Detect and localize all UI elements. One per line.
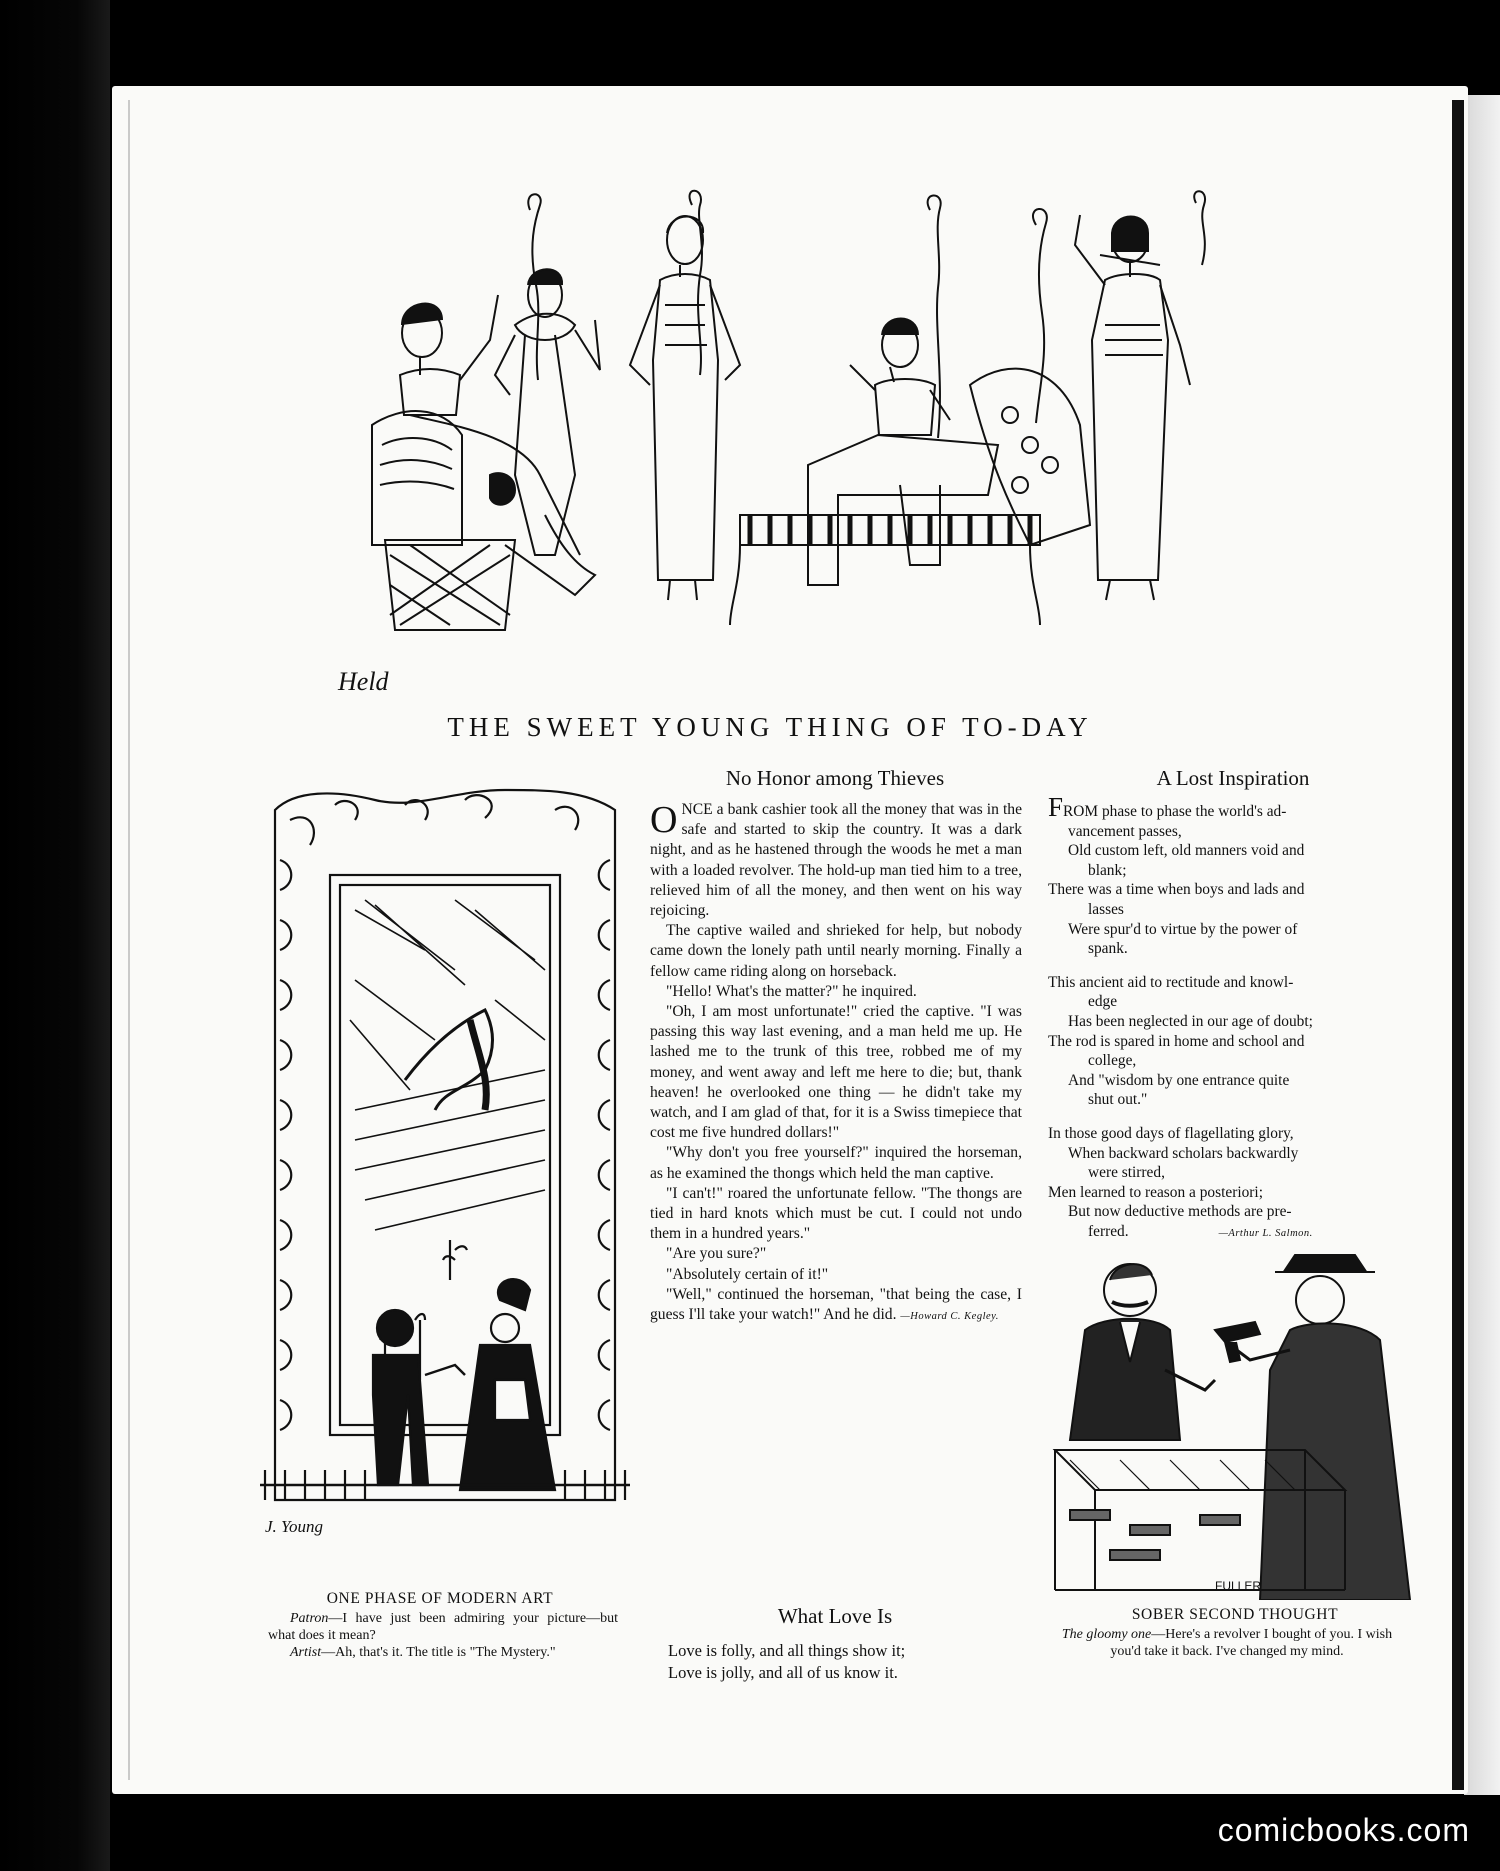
stanza-1 bbox=[1048, 792, 1428, 959]
modern-art-cartoon bbox=[255, 780, 635, 1540]
story-body bbox=[650, 800, 1022, 1327]
poem-byline: —Arthur L. Salmon. bbox=[1218, 1227, 1313, 1239]
story-p5: "Why don't you free yourself?" inquired the horseman, as he examined the thongs which held the man captive. bbox=[650, 1144, 1022, 1182]
story-byline: —Howard C. Kegley. bbox=[900, 1311, 999, 1323]
poem-s1l6: lasses bbox=[1088, 900, 1124, 918]
binding-shadow bbox=[0, 0, 110, 1871]
gloomy-speaker: The gloomy one bbox=[1061, 1627, 1152, 1642]
love-line-2: Love is jolly, and all of us know it. bbox=[668, 1663, 898, 1682]
story-title: No Honor among Thieves bbox=[725, 766, 945, 790]
patron-speaker: Patron bbox=[290, 1611, 329, 1626]
poem-s2l2: edge bbox=[1088, 993, 1118, 1011]
watermark: comicbooks.com bbox=[1217, 1812, 1470, 1848]
young-signature: J. Young bbox=[265, 1517, 323, 1536]
poem-s1l3: Old custom left, old manners void and bbox=[1068, 842, 1305, 860]
artist-speaker: Artist bbox=[290, 1645, 322, 1660]
poem-s1l8: spank. bbox=[1088, 940, 1128, 958]
love-poem bbox=[668, 1640, 1018, 1684]
poem-s1l2: vancement passes, bbox=[1068, 822, 1182, 840]
poem-s2l1: This ancient aid to rectitude and knowl- bbox=[1048, 973, 1294, 991]
poem-dropcap: F bbox=[1048, 792, 1064, 822]
fuller-signature: FULLER bbox=[1215, 1579, 1262, 1593]
poem-s2l3: Has been neglected in our age of doubt; bbox=[1068, 1012, 1313, 1030]
lost-inspiration-poem bbox=[1048, 792, 1428, 1257]
page-edge-shadow bbox=[1452, 100, 1464, 1790]
story-p4: "Oh, I am most unfortunate!" cried the captive. "I was passing this way last evening, and a man held me up. He lashed me to the trunk of this tree, robbed me of my money, and went away and left me here to die; but, thank heaven! he overlooked one thing — he didn't take my watch, and I am glad of that, for it is a Swiss timepiece that cost me five hundred dollars!" bbox=[650, 1003, 1022, 1142]
story-p3: "Hello! What's the matter?" he inquired. bbox=[666, 982, 917, 1000]
poem-s1l4: blank; bbox=[1088, 861, 1127, 879]
poem-s1l1: ROM phase to phase the world's ad- bbox=[1063, 803, 1287, 820]
next-page-edge bbox=[1464, 95, 1500, 1795]
poem-s3l3: were stirred, bbox=[1088, 1164, 1165, 1182]
poem-s2l6: And "wisdom by one entrance quite bbox=[1068, 1071, 1290, 1089]
artist-line: —Ah, that's it. The title is "The Mystery." bbox=[321, 1645, 556, 1660]
left-cartoon-title: ONE PHASE OF MODERN ART bbox=[326, 1590, 554, 1607]
stanza-2 bbox=[1048, 973, 1428, 1110]
love-line-1: Love is folly, and all things show it; bbox=[668, 1641, 906, 1660]
story-p9: "Well," continued the horseman, "that being the case, I guess I'll take your watch!" And he did. bbox=[650, 1285, 1022, 1324]
story-p2: The captive wailed and shrieked for help, but nobody came down the lonely path until nearly morning. Finally a fellow came riding along on horseback. bbox=[650, 922, 1022, 980]
poem-s3l4: Men learned to reason a posteriori; bbox=[1048, 1183, 1263, 1201]
poem-s3l5: But now deductive methods are pre- bbox=[1068, 1203, 1292, 1221]
sober-second-thought-cartoon bbox=[1050, 1250, 1420, 1600]
held-signature: Held bbox=[338, 667, 389, 696]
poem-title: A Lost Inspiration bbox=[1156, 766, 1310, 790]
poem-s3l6: ferred. bbox=[1088, 1222, 1129, 1240]
sweet-young-thing-illustration bbox=[330, 185, 1270, 705]
story-p1: NCE a bank cashier took all the money that was in the safe and started to skip the country. It was a dark night, and as he hastened through the woods he met a man with a loaded revolver. The hold-up man tied him to a tree, relieved him of all the money, and then went on his way rejoicing. bbox=[650, 801, 1022, 920]
poem-s2l4: The rod is spared in home and school and bbox=[1048, 1032, 1305, 1050]
right-cartoon-caption bbox=[1045, 1626, 1409, 1660]
poem-s3l1: In those good days of flagellating glory, bbox=[1048, 1124, 1294, 1142]
story-dropcap: O bbox=[650, 799, 678, 841]
poem-s2l5: college, bbox=[1088, 1052, 1137, 1070]
page-gutter bbox=[128, 100, 130, 1780]
love-poem-title: What Love Is bbox=[777, 1604, 893, 1628]
story-p7: "Are you sure?" bbox=[666, 1245, 767, 1263]
story-p8: "Absolutely certain of it!" bbox=[666, 1265, 829, 1283]
right-cartoon-title: SOBER SECOND THOUGHT bbox=[1131, 1606, 1339, 1623]
left-cartoon-caption bbox=[268, 1610, 618, 1661]
poem-s3l2: When backward scholars backwardly bbox=[1068, 1144, 1299, 1162]
poem-s2l7: shut out." bbox=[1088, 1091, 1148, 1109]
poem-s1l7: Were spur'd to virtue by the power of bbox=[1068, 920, 1298, 938]
story-p6: "I can't!" roared the unfortunate fellow. "The thongs are tied in hard knots which must be cut. I could not undo them in a hundred years." bbox=[650, 1184, 1022, 1243]
patron-line: —I have just been admiring your picture—but what does it mean? bbox=[268, 1611, 618, 1643]
poem-s1l5: There was a time when boys and lads and bbox=[1048, 881, 1305, 899]
stanza-3 bbox=[1048, 1124, 1428, 1244]
gloomy-line: —Here's a revolver I bought of you. I wish you'd take it back. I've changed my mind. bbox=[1110, 1627, 1393, 1659]
main-title: THE SWEET YOUNG THING OF TO-DAY bbox=[447, 712, 1093, 742]
